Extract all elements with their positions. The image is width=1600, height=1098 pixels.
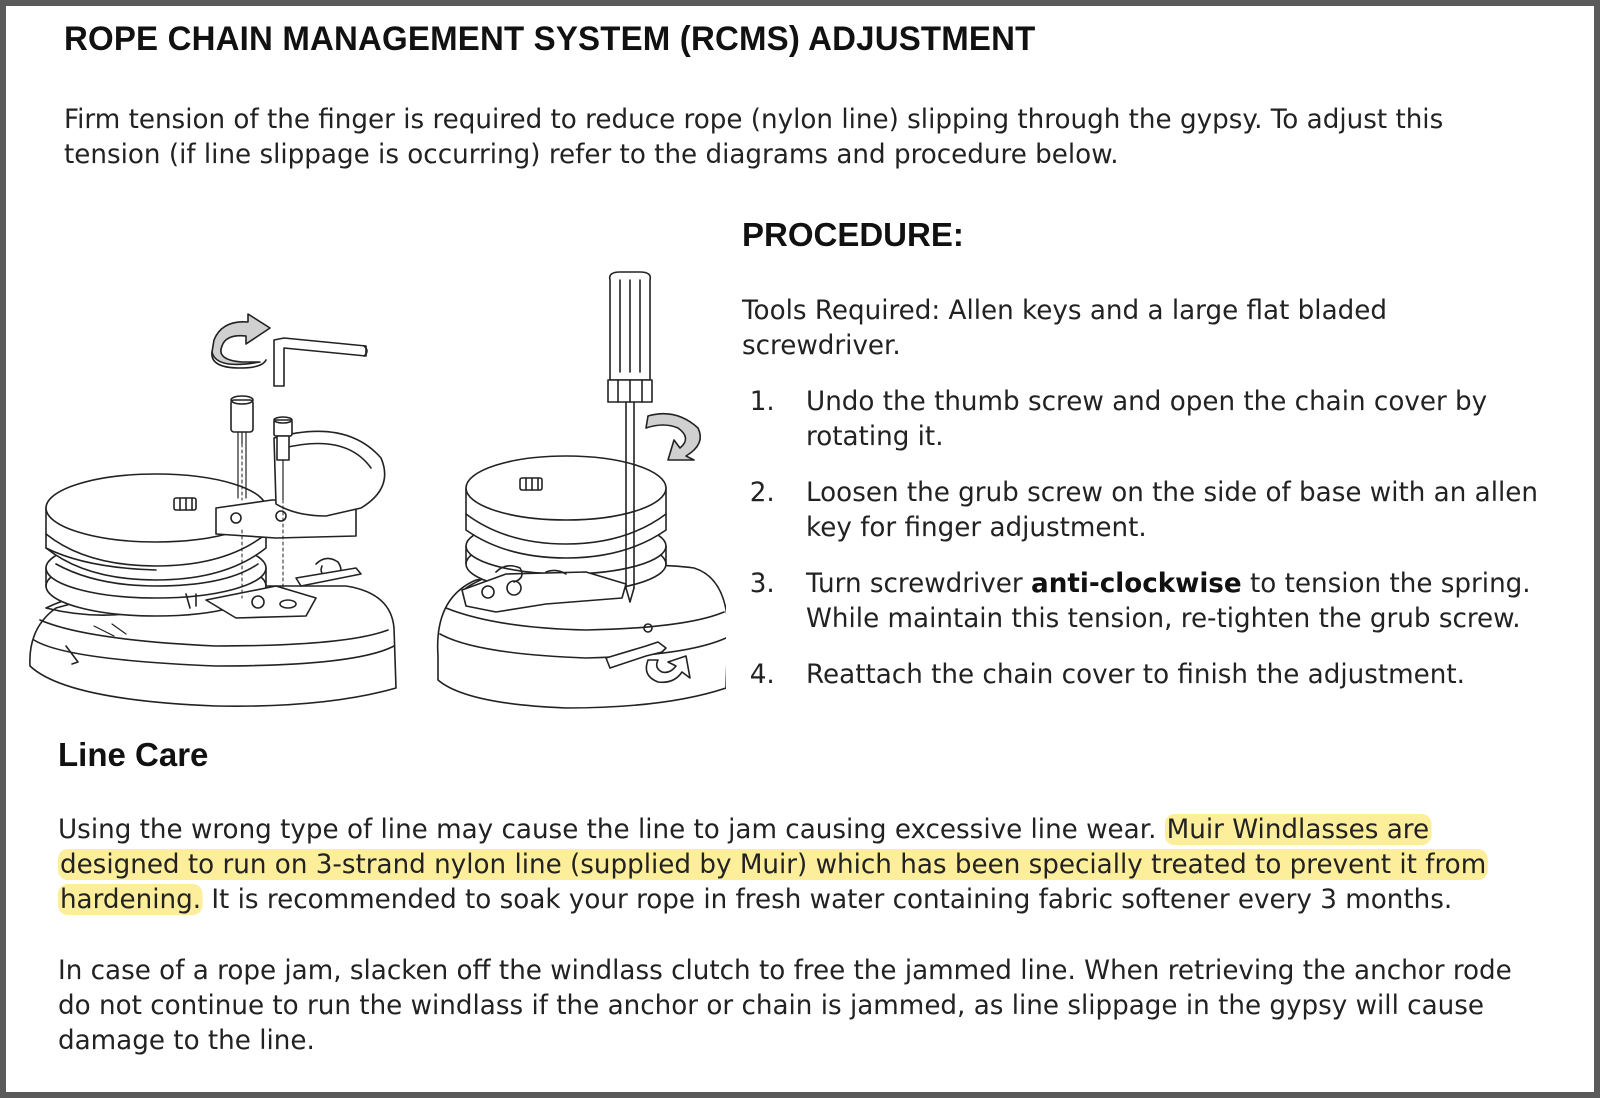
line-care-heading: Line Care xyxy=(58,736,209,773)
step-text-bold: anti-clockwise xyxy=(1031,568,1242,599)
document-page xyxy=(6,6,1594,1092)
step-text-pre: Turn screwdriver xyxy=(806,568,1032,599)
step-number: 2. xyxy=(749,477,775,508)
step-number: 4. xyxy=(749,659,775,690)
step-text: Undo the thumb screw and open the chain cover by rotating it. xyxy=(806,386,1488,452)
windlass-diagrams xyxy=(26,268,726,718)
step-text xyxy=(806,566,1572,636)
line-care-text: It is recommended to soak your rope in fresh water containing fabric softener every 3 months. xyxy=(202,884,1453,915)
windlass-screwdriver-illustration xyxy=(438,272,726,708)
step-number: 3. xyxy=(749,568,775,599)
tools-required: Tools Required: Allen keys and a large flat bladed screwdriver. xyxy=(742,295,1388,361)
line-care-text: Using the wrong type of line may cause the line to jam causing excessive line wear. xyxy=(58,814,1165,845)
intro-paragraph: Firm tension of the finger is required to reduce rope (nylon line) slipping through the gypsy. To adjust this tension (if line slippage is occurring) refer to the diagrams and procedure below. xyxy=(64,104,1444,170)
rope-jam-paragraph: In case of a rope jam, slacken off the windlass clutch to free the jammed line. When retrieving the anchor rode do not continue to run the windlass if the anchor or chain is jammed, as line slippage in the gypsy will cause damage to the line. xyxy=(58,955,1512,1056)
procedure-heading: PROCEDURE: xyxy=(742,216,964,253)
step-text: Reattach the chain cover to finish the adjustment. xyxy=(806,659,1465,690)
highlighted-text: Muir Windlasses are designed to run on 3-strand nylon line (supplied by Muir) which has been specially treated to prevent it from hardening. xyxy=(59,814,1487,915)
windlass-allen-key-illustration xyxy=(30,314,396,706)
step-number: 1. xyxy=(749,386,775,417)
page-title: ROPE CHAIN MANAGEMENT SYSTEM (RCMS) ADJUSTMENT xyxy=(64,20,1036,58)
line-care-paragraph xyxy=(58,812,1532,917)
step-text: Loosen the grub screw on the side of base with an allen key for finger adjustment. xyxy=(806,477,1538,543)
step-text-post: to tension the spring. While maintain this tension, re-tighten the grub screw. xyxy=(806,568,1531,634)
